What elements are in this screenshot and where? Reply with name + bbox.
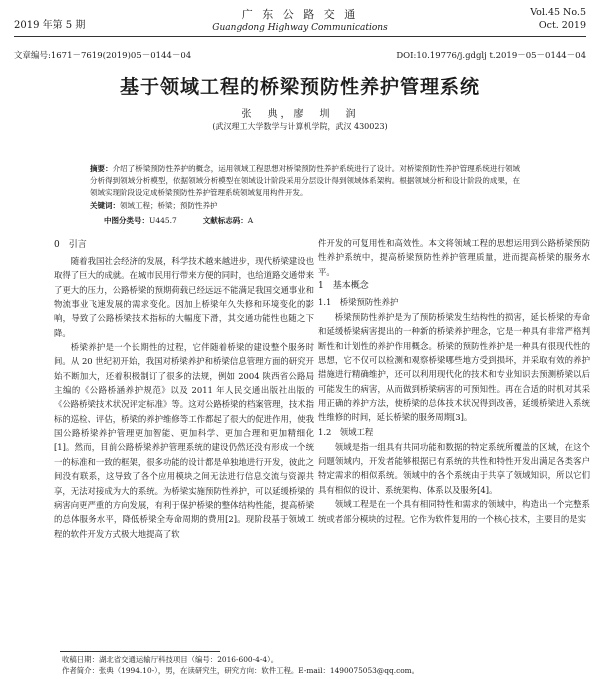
section-heading-concepts: 1 基本概念 bbox=[318, 281, 369, 292]
abstract-text: 介绍了桥梁预防性养护的概念，运用领域工程思想对桥梁预防性养护系统进行了设计。对桥梁预防性养护管理系统进行领域分析得到领域分析模型，依据领域分析模型在领域设计阶段采用分层设计得到领域体系架构。根据领域分析和设计阶段的成果，在领域实现阶段设定成桥梁预防性养护管理系统领域复用构件开发。 bbox=[90, 164, 521, 197]
volume-number: Vol.45 No.5 bbox=[530, 7, 586, 18]
paragraph: 桥梁预防性养护是为了预防桥梁发生结构性的损害，延长桥梁的寿命和延缓桥梁病害提出的一种新的桥梁养护理念，它是一种具有非常严格判断性和计划性的养护作用概念。桥梁的预防性养护是一种具有很现代性的思想，它不仅可以检测和观察桥梁哪些地方受到损坏，并采取有效的养护措施进行精确维护，还可以利用现代化的技术和专业知识去预测桥梁以后可能发生的病害，从而做到桥梁病害的可预知性。再在合适的时机对其采用正确的养护方法，使桥梁的总体技术状况得到改善，延缓桥梁进入系统性维修的时间，延长桥梁的服务周期[3]。 bbox=[318, 312, 590, 423]
body-column-right bbox=[318, 236, 590, 526]
paragraph: 随着我国社会经济的发展，科学技术越来越进步，现代桥梁建设也取得了巨大的成就。在城市民用行带来方便的同时，也给道路交通带来了更大的压力，公路桥梁的预期荷载已经远远不能满足我国交通事业和物流事业飞速发展的需求变化。因加上桥梁年久失修和环境变化的影响，导致了公路桥梁技术指标的大幅度下滑，其交通功能性也随之下降。 bbox=[54, 256, 314, 338]
journal-name-en: Guangdong Highway Communications bbox=[212, 23, 388, 33]
footnote-received: 收稿日期：湖北省交通运输厅科技项目（编号：2016-600-4-4）。 bbox=[62, 655, 279, 664]
paragraph: 领域工程是在一个具有相同特性和需求的领域中，构造出一个完整系统或者部分模块的过程。它作为软件复用的一个核心技术，主要目的是实 bbox=[318, 499, 590, 524]
journal-name bbox=[0, 6, 600, 33]
body-column-left bbox=[54, 238, 314, 541]
doi: DOI:10.19776/j.gdglj t.2019－05－0144－04 bbox=[396, 51, 586, 61]
paragraph-continued: 件开发的可复用性和高效性。本文将领域工程的思想运用到公路桥梁预防性养护系统中，提高桥梁预防性养护管理质量，进而提高桥梁的服务水平。 bbox=[318, 238, 590, 277]
keywords-text: 领域工程；桥梁；预防性养护 bbox=[120, 201, 218, 210]
article-id: 文章编号:1671－7619(2019)05－0144－04 bbox=[14, 51, 192, 61]
paper-title: 基于领域工程的桥梁预防性养护管理系统 bbox=[119, 76, 480, 98]
paragraph: 桥梁养护是一个长期性的过程，它伴随着桥梁的建设整个服务时间。从 20 世纪初开始，我国对桥梁养护和桥梁信息管理方面的研究开始不断加大，还着积极制订了很多的法规，例如 2004 陕西省公路局主编的《公路桥涵养护规范》以及 2011 年人民交通出版社出版的《公路桥梁技术状况评定标准》等。这对公路桥梁的档案管理，技术指标的巡检、评估，桥梁的养护维修等工作都起了很大的促进作用，使我国公路桥梁养护管理更加智能、更加科学、更加合理和更加精细化[1]。然而，目前公路桥梁养护管理系统的建设仍然还没有形成一个统一的标准和一致的框架，很多功能的设计都是单独地进行开发，彼此之间没有联系，这导致了各个应用模块之间无法进行信息交流与资源共享，无法对接成为大的系统。为桥梁实施预防性养护，可以延缓桥梁的病害向更严重的方向发展，有利于保护桥梁的整体结构性能，提高桥梁的总体服务水平，降低桥梁全寿命周期的费用[2]。现阶段基于领域工程的软件开发方式极大地提高了软 bbox=[54, 342, 314, 539]
abstract-label: 摘要： bbox=[90, 164, 113, 173]
subsection-heading-domain-engineering: 1.2 领域工程 bbox=[318, 426, 374, 437]
doc-code: A bbox=[247, 216, 254, 225]
issue-date: Oct. 2019 bbox=[538, 20, 586, 31]
article-meta bbox=[14, 49, 586, 63]
classification bbox=[104, 215, 253, 226]
subsection-heading-maintenance: 1.1 桥梁预防性养护 bbox=[318, 297, 399, 308]
clc-code: U445.7 bbox=[149, 216, 177, 225]
clc-label: 中图分类号： bbox=[104, 216, 149, 225]
paragraph: 领域是指一组具有共同功能和数据的特定系统所覆盖的区域，在这个问题领域内，开发者能够根据已有系统的共性和特性开发出满足各类客户特定需求的相似系统。领域中的各个系统由于共享了领域知识，所以它们具有相似的设计、系统架构、体系以及服务[4]。 bbox=[318, 441, 590, 495]
footnote-rule bbox=[60, 651, 220, 652]
volume-info bbox=[530, 6, 586, 32]
doc-code-label: 文献标志码： bbox=[202, 216, 248, 225]
authors: 张 典，廖 圳 润 bbox=[241, 109, 359, 120]
abstract bbox=[90, 163, 520, 199]
running-header bbox=[0, 0, 600, 46]
header-rule bbox=[14, 36, 586, 37]
issue-label: 2019 年第 5 期 bbox=[14, 20, 86, 31]
footnote-author: 作者简介：张典（1994.10-），男，在读研究生，研究方向：软件工程。E-mail：1490075053@qq.com。 bbox=[62, 666, 420, 675]
journal-name-cn: 广 东 公 路 交 通 bbox=[241, 8, 359, 21]
affiliation: (武汉理工大学数学与计算机学院，武汉 430023) bbox=[212, 122, 388, 131]
keywords bbox=[90, 200, 520, 211]
section-heading-intro: 0 引言 bbox=[54, 240, 87, 250]
keywords-label: 关键词： bbox=[90, 201, 120, 210]
